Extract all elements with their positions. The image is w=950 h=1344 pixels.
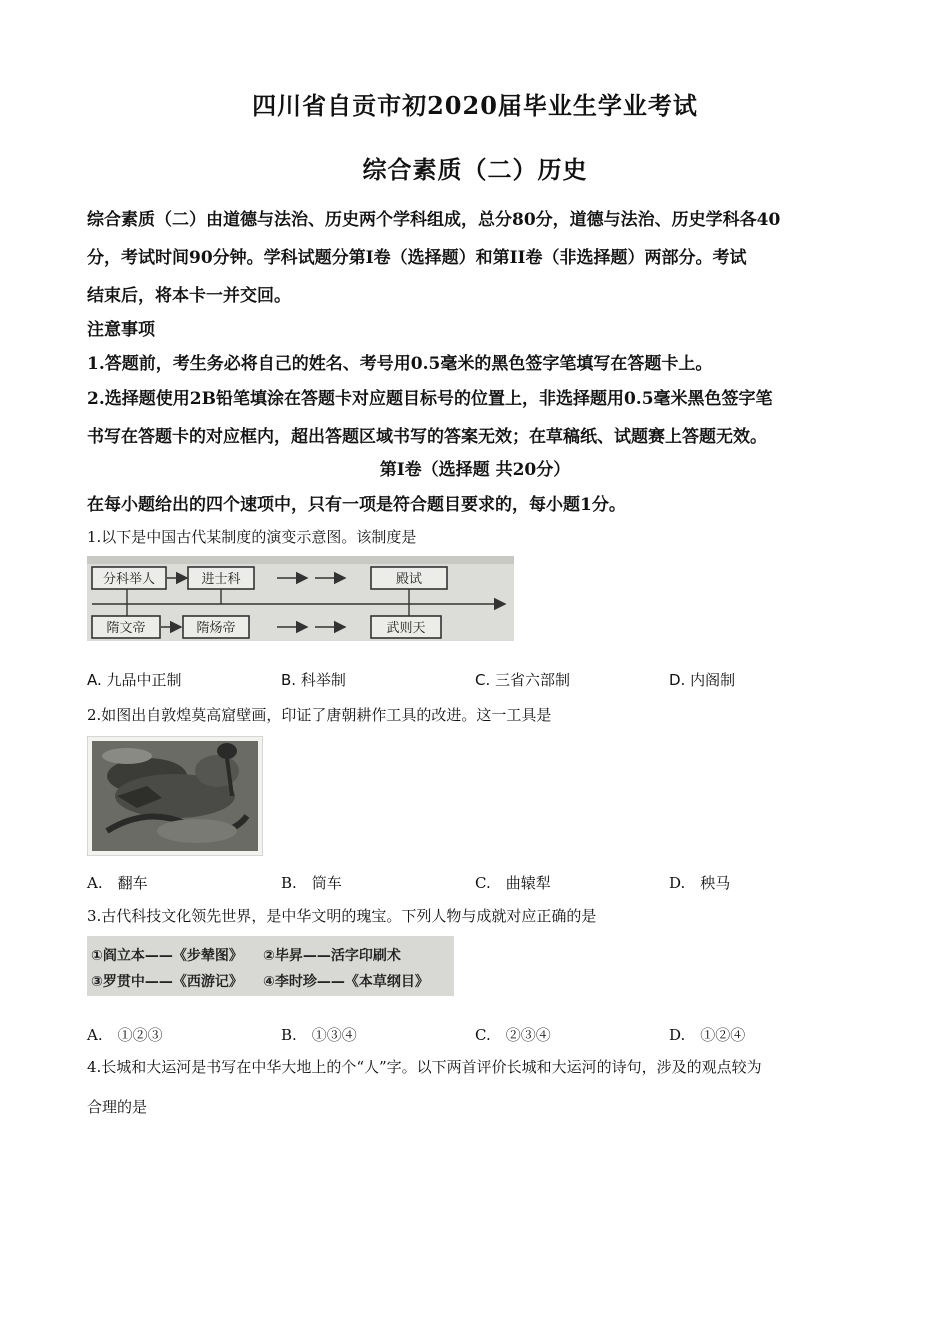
q3-figure-line-1b: ②毕昇——活字印刷术 bbox=[263, 948, 401, 964]
notice-heading: 注意事项 bbox=[87, 320, 155, 340]
box-jinshike-label: 进士科 bbox=[201, 572, 241, 587]
notice-item-2-line-2: 书写在答题卡的对应框内，超出答题区域书写的答案无效；在草稿纸、试题赛上答题无效。 bbox=[87, 427, 767, 447]
q1-option-c[interactable]: C. 三省六部制 bbox=[475, 671, 571, 689]
q2-option-d[interactable]: D. 秧马 bbox=[669, 874, 731, 892]
box-fenke-juren-label: 分科举人 bbox=[102, 572, 156, 587]
q3-option-d[interactable]: D. ①②④ bbox=[669, 1026, 746, 1044]
q1-option-a[interactable]: A. 九品中正制 bbox=[87, 671, 182, 689]
question-3-figure bbox=[87, 936, 454, 996]
exam-title: 四川省自贡市初2020届毕业生学业考试 bbox=[252, 91, 698, 120]
question-1-stem: 1.以下是中国古代某制度的演变示意图。该制度是 bbox=[87, 528, 417, 546]
section-instruction: 在每小题给出的四个速项中，只有一项是符合题目要求的，每小题1分。 bbox=[87, 495, 626, 515]
box-suiyangdi-label: 隋炀帝 bbox=[196, 621, 236, 636]
intro-line-1: 综合素质（二）由道德与法治、历史两个学科组成，总分80分，道德与法治、历史学科各40 bbox=[87, 210, 781, 230]
q1-option-d[interactable]: D. 内阁制 bbox=[669, 671, 736, 689]
q3-figure-line-2a: ③罗贯中——《西游记》 bbox=[91, 974, 243, 990]
question-3-stem: 3.古代科技文化领先世界，是中华文明的瑰宝。下列人物与成就对应正确的是 bbox=[87, 907, 597, 925]
question-1-figure bbox=[87, 556, 514, 641]
q2-option-b[interactable]: B. 筒车 bbox=[281, 874, 342, 892]
question-2-figure bbox=[87, 736, 263, 856]
box-wuzetian-label: 武则天 bbox=[386, 621, 426, 636]
q2-option-a[interactable]: A. 翻车 bbox=[87, 874, 148, 892]
notice-item-1: 1.答题前，考生务必将自己的姓名、考号用0.5毫米的黑色签字笔填写在答题卡上。 bbox=[87, 354, 713, 374]
intro-line-2: 分，考试时间90分钟。学科试题分第I卷（选择题）和第II卷（非选择题）两部分。考试 bbox=[87, 248, 747, 268]
q3-figure-line-2b: ④李时珍——《本草纲目》 bbox=[263, 974, 429, 990]
q3-option-c[interactable]: C. ②③④ bbox=[475, 1026, 551, 1044]
q3-option-b[interactable]: B. ①③④ bbox=[281, 1026, 357, 1044]
question-4-stem-line-2: 合理的是 bbox=[87, 1098, 148, 1116]
box-suiwendi-label: 隋文帝 bbox=[106, 621, 146, 636]
figures-achievements-image bbox=[87, 936, 454, 996]
question-4-stem-line-1: 4.长城和大运河是书写在中华大地上的个“人”字。以下两首评价长城和大运河的诗句，涉及的观点较为 bbox=[87, 1058, 762, 1076]
dunhuang-mural-image bbox=[87, 736, 263, 856]
section-heading: 第I卷（选择题 共20分） bbox=[379, 460, 571, 480]
notice-item-2-line-1: 2.选择题使用2B铅笔填涂在答题卡对应题目标号的位置上，非选择题用0.5毫米黑色签字笔 bbox=[87, 389, 773, 409]
q1-option-b[interactable]: B. 科举制 bbox=[281, 671, 346, 689]
q3-figure-line-1a: ①阎立本——《步辇图》 bbox=[91, 948, 243, 964]
intro-line-3: 结束后，将本卡一并交回。 bbox=[87, 286, 291, 306]
exam-subtitle: 综合素质（二）历史 bbox=[362, 155, 588, 184]
q3-option-a[interactable]: A. ①②③ bbox=[87, 1026, 163, 1044]
question-2-stem: 2.如图出自敦煌莫高窟壁画，印证了唐朝耕作工具的改进。这一工具是 bbox=[87, 706, 552, 724]
box-dianshi-label: 殿试 bbox=[395, 572, 423, 587]
q2-option-c[interactable]: C. 曲辕犁 bbox=[475, 874, 551, 892]
exam-evolution-diagram bbox=[87, 556, 514, 641]
